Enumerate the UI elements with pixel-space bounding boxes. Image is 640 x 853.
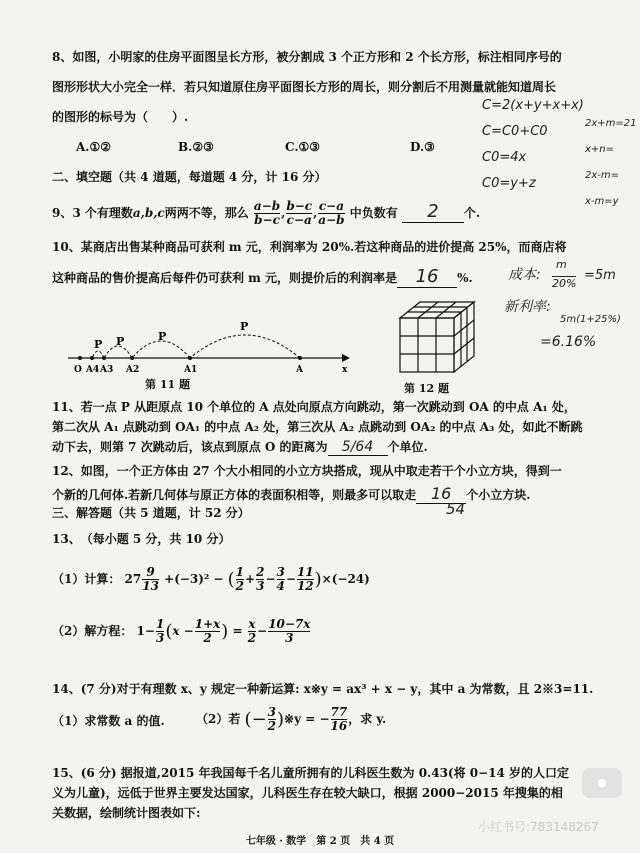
- q12-answer: 16: [431, 484, 452, 503]
- q10-answer: 16: [415, 266, 439, 287]
- note10-2: m: [556, 258, 567, 271]
- q13-part2: （2）解方程： 1− $\frac{1}{3}$ (x − $\frac{1+x}{2}$ ) = $\frac{x}{2}$ − $\frac{10-7x}{3}$: [52, 617, 311, 645]
- section3-title: 三、解答题（共 5 道题，计 52 分）: [52, 506, 250, 520]
- q8-line2: 图形形状大小完全一样．若只知道原住房平面图长方形的周长，则分割后不用测量就能知道周长: [52, 80, 557, 94]
- q13-p1-f4: $\frac{11}{12}$: [296, 565, 314, 593]
- note8-7: 2x-m=: [585, 170, 620, 181]
- section2-title: 二、填空题（共 4 道题，每道题 4 分，计 16 分）: [52, 170, 327, 184]
- fig11-p1: P: [240, 320, 249, 333]
- fig11-label-a1: A1: [184, 365, 198, 375]
- q10-line2-text: 这种商品的售价提高后每件仍可获利 m 元，则提价后的利润率是: [52, 271, 398, 285]
- fig11-p2: P: [158, 330, 167, 343]
- q11-answer-blank: [328, 439, 388, 456]
- q13-p2-label: （2）解方程：: [52, 624, 133, 638]
- q9-vars: a,b,c: [132, 206, 165, 220]
- fig12-caption: 第 12 题: [404, 382, 449, 395]
- q14-part2: （2）若 (− $\frac{3}{2}$ )※y = − $\frac{77}{16}$ ，求 y.: [196, 705, 387, 733]
- q13-p1-frac: $\frac{9}{13}$: [142, 565, 159, 593]
- q10-answer-blank: [397, 266, 457, 288]
- q13-p2-f1: $\frac{1}{3}$: [155, 617, 165, 645]
- fig11-arrow: [342, 354, 350, 362]
- note8-3: C0=4x: [482, 150, 527, 165]
- q15-line3: 关数据，绘制统计图表如下:: [52, 806, 201, 820]
- q11-line2: 第二次从 A₁ 点跳动到 OA₁ 的中点 A₂ 处，第三次从 A₂ 点跳动到 OA₂ 的中点 A₃ 处，如此不断跳: [52, 420, 583, 434]
- q12-line2-pre: 个新的几何体.若新几何体与原正方体的表面积相等，则最多可以取走: [52, 488, 417, 502]
- note8-6: x+n=: [585, 144, 615, 155]
- q14-p2-f2: $\frac{77}{16}$: [330, 705, 348, 733]
- q11-line3-pre: 动下去，则第 7 次跳动后，该点到原点 O 的距离为: [52, 440, 328, 454]
- note8-2: C=C0+C0: [482, 124, 548, 139]
- q8-option-c: C.①③: [285, 140, 321, 154]
- note10-7: =6.16%: [540, 334, 597, 350]
- fig11-label-a3: A3: [100, 365, 114, 375]
- q11-line3-post: 个单位.: [387, 440, 428, 454]
- note10-6: 5m(1+25%): [560, 314, 621, 325]
- note10-3: 20%: [552, 277, 577, 290]
- watermark: 小红书号:783148267: [478, 820, 599, 834]
- q9-answer-blank: [402, 201, 464, 223]
- q13-p2-f4: $\frac{10-7x}{3}$: [268, 617, 311, 645]
- q13-p1-int: 27: [124, 572, 142, 586]
- q11-answer: 5/64: [341, 439, 374, 455]
- fig11-label-a2: A2: [126, 365, 140, 375]
- q8-option-d: D.③: [410, 140, 435, 154]
- note8-5: 2x+m=21: [585, 118, 637, 129]
- q9-frac-2: $\frac{b-c}{c-a}$: [286, 199, 313, 227]
- q11-line3: [52, 438, 428, 456]
- q13-p2-f2: $\frac{1+x}{2}$: [194, 617, 221, 645]
- fig11-label-a4: A4: [86, 365, 100, 375]
- q8-line1: 8、如图，小明家的住房平面图呈长方形，被分割成 3 个正方形和 2 个长方形，标注相同序号的: [52, 50, 562, 64]
- q13-part1: （1）计算： 27 $\frac{9}{13}$ +(−3)² − ( $\frac{1}{2}$ + $\frac{2}{3}$ − $\frac{3}{4}$ − $\frac{11}{12}$ )×(−24): [52, 565, 370, 593]
- fig11-p3: P: [116, 335, 125, 348]
- q15-line2: 义为儿童)，远低于世界主要发达国家，儿科医生存在较大缺口，根据 2000−2015 年搜集的相: [52, 786, 563, 800]
- q9-middle: 两两不等，那么: [164, 206, 249, 220]
- fig11-label-o: O: [74, 365, 82, 375]
- q8-line3: 的图形的标号为（ ）.: [52, 110, 189, 124]
- logo-stamp: ●: [582, 768, 622, 798]
- figure-12: [396, 298, 480, 378]
- page-footer: 七年级 · 数学 第 2 页 共 4 页: [245, 836, 395, 847]
- q8-option-b: B.②③: [178, 140, 214, 154]
- note8-8: x-m=y: [585, 196, 619, 207]
- q10-unit: %.: [457, 271, 473, 285]
- note8-4: C0=y+z: [482, 176, 536, 191]
- note12: 54: [446, 500, 466, 518]
- q9-frac-3: $\frac{c-a}{a-b}$: [318, 199, 345, 227]
- fig11-p4: P: [94, 338, 103, 351]
- q9-prefix: 9、3 个有理数: [52, 206, 133, 220]
- q14-p2-f1: $\frac{3}{2}$: [267, 705, 277, 733]
- figure-11: [60, 318, 360, 388]
- q13-p1-mid: +(−3)² −: [164, 572, 224, 586]
- q9-frac-1: $\frac{a-b}{b-c}$: [253, 199, 281, 227]
- q12-line1: 12、如图，一个正方体由 27 个大小相同的小立方块搭成，现从中取走若干个小立方块，得到一: [52, 464, 562, 478]
- fig11-label-x: x: [342, 365, 348, 375]
- q13-p1-f1: $\frac{1}{2}$: [235, 565, 245, 593]
- q10-line1: 10、某商店出售某种商品可获利 m 元，利润率为 20%.若这种商品的进价提高 25%，而商店将: [52, 240, 567, 254]
- q9: 9、3 个有理数a,b,c两两不等，那么 $\frac{a-b}{b-c}$ , $\frac{b-c}{c-a}$ , $\frac{c-a}{a-b}$ 中负数有 2 个.: [52, 199, 481, 227]
- q13-head: 13、 （每小题 5 分，共 10 分）: [52, 532, 231, 546]
- note10-1: 成本:: [508, 267, 541, 283]
- q12-line2-post: 个小立方块.: [466, 488, 531, 502]
- q13-p2-f3: $\frac{x}{2}$: [247, 617, 257, 645]
- q9-unit: 个.: [463, 206, 481, 220]
- note10-5: 新利率:: [504, 299, 551, 315]
- q13-p1-label: （1）计算：: [52, 572, 121, 586]
- note8-1: C=2(x+y+x+x): [482, 98, 584, 113]
- note10-4: =5m: [584, 268, 616, 283]
- q8-option-a: A.①②: [76, 140, 112, 154]
- q14-line1: 14、(7 分)对于有理数 x、y 规定一种新运算: x※y = ax³ + x − y，其中 a 为常数，且 2※3=11.: [52, 682, 594, 696]
- q13-p1-tail: ×(−24): [321, 572, 370, 586]
- q11-line1: 11、若一点 P 从距原点 10 个单位的 A 点处向原点方向跳动，第一次跳动到 OA 的中点 A₁ 处，: [52, 400, 576, 414]
- q9-suffix: 中负数有: [349, 206, 398, 220]
- q15-line1: 15、(6 分) 据报道,2015 年我国每千名儿童所拥有的儿科医生数为 0.43(将 0−14 岁的人口定: [52, 766, 570, 780]
- q9-answer: 2: [427, 201, 439, 222]
- fig11-label-a: A: [296, 365, 303, 375]
- q13-p1-f3: $\frac{3}{4}$: [276, 565, 285, 593]
- q10-line2: [52, 266, 473, 288]
- q14-part1: （1）求常数 a 的值.: [52, 714, 165, 728]
- fig11-caption: 第 11 题: [145, 378, 190, 391]
- q13-p1-f2: $\frac{2}{3}$: [256, 565, 265, 593]
